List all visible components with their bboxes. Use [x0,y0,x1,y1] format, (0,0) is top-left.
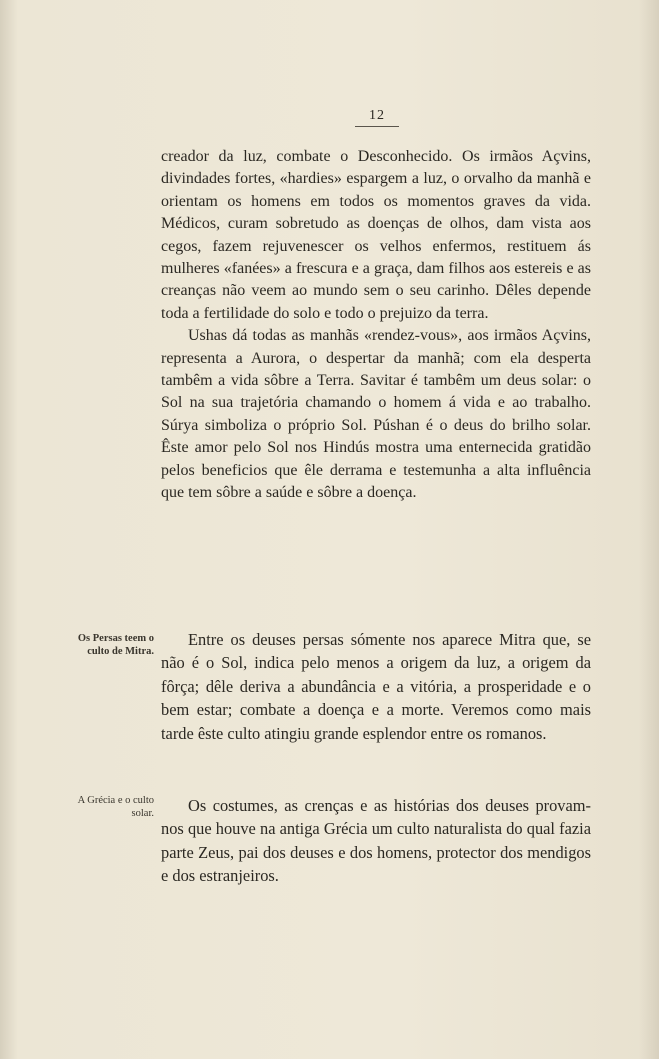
paragraph-ushas: Ushas dá todas as manhãs «rendez-vous», aos irmãos Açvins, representa a Aurora, o despertar da manhã; com ela desperta tambêm a vida sôbre a Terra. Savitar é tambêm um deus solar: o Sol na sua trajetória chamando o homem á vida e ao trabalho. Súrya simboliza o próprio Sol. Púshan é o deus do brilho solar. Êste amor pelo Sol nos Hindús mostra uma enternecida gratidão pelos beneficios que êle derrama e testemunha a alta influência que tem sôbre a saúde e sôbre a doença. [161,327,591,502]
paragraph-acvins: creador da luz, combate o Desconhecido. Os irmãos Açvins, divindades fortes, «hardies» espargem a luz, o orvalho da manhã e orientam os homens em todos os momentos graves da vida. Médicos, curam sobretudo as doenças de olhos, dam vista aos cegos, fazem rejuvenescer os velhos enfermos, restituem ás mulheres «fanées» a frescura e a graça, dam filhos aos estereis e as creanças não veem ao mundo sem o seu carinho. Dêles depende toda a fertilidade do solo e todo o prejuizo da terra. [161,148,591,322]
text-block-grecia [161,794,591,888]
paragraph-persas: Entre os deuses persas sómente nos aparece Mitra que, se não é o Sol, indica pelo menos a origem da luz, a origem da fôrça; dêle deriva a abundância e a vitória, a prosperidade e o bem estar; combate a doença e a morte. Veremos como mais tarde êste culto atingiu grande esplendor entre os romanos. [161,630,591,743]
paragraph-grecia: Os costumes, as crenças e as histórias dos deuses provam-nos que houve na antiga Grécia um culto naturalista do qual fazia parte Zeus, pai dos deuses e dos homens, protector dos mendigos e dos estranjeiros. [161,796,591,886]
side-note-grecia: A Grécia e o culto solar. [77,795,154,819]
text-block-persas [161,628,591,745]
page-number: 12 [355,108,399,127]
side-note-persas: Os Persas teem o culto de Mitra. [77,633,154,657]
text-block-top [161,146,591,505]
page-edge-shadow [639,0,659,1059]
